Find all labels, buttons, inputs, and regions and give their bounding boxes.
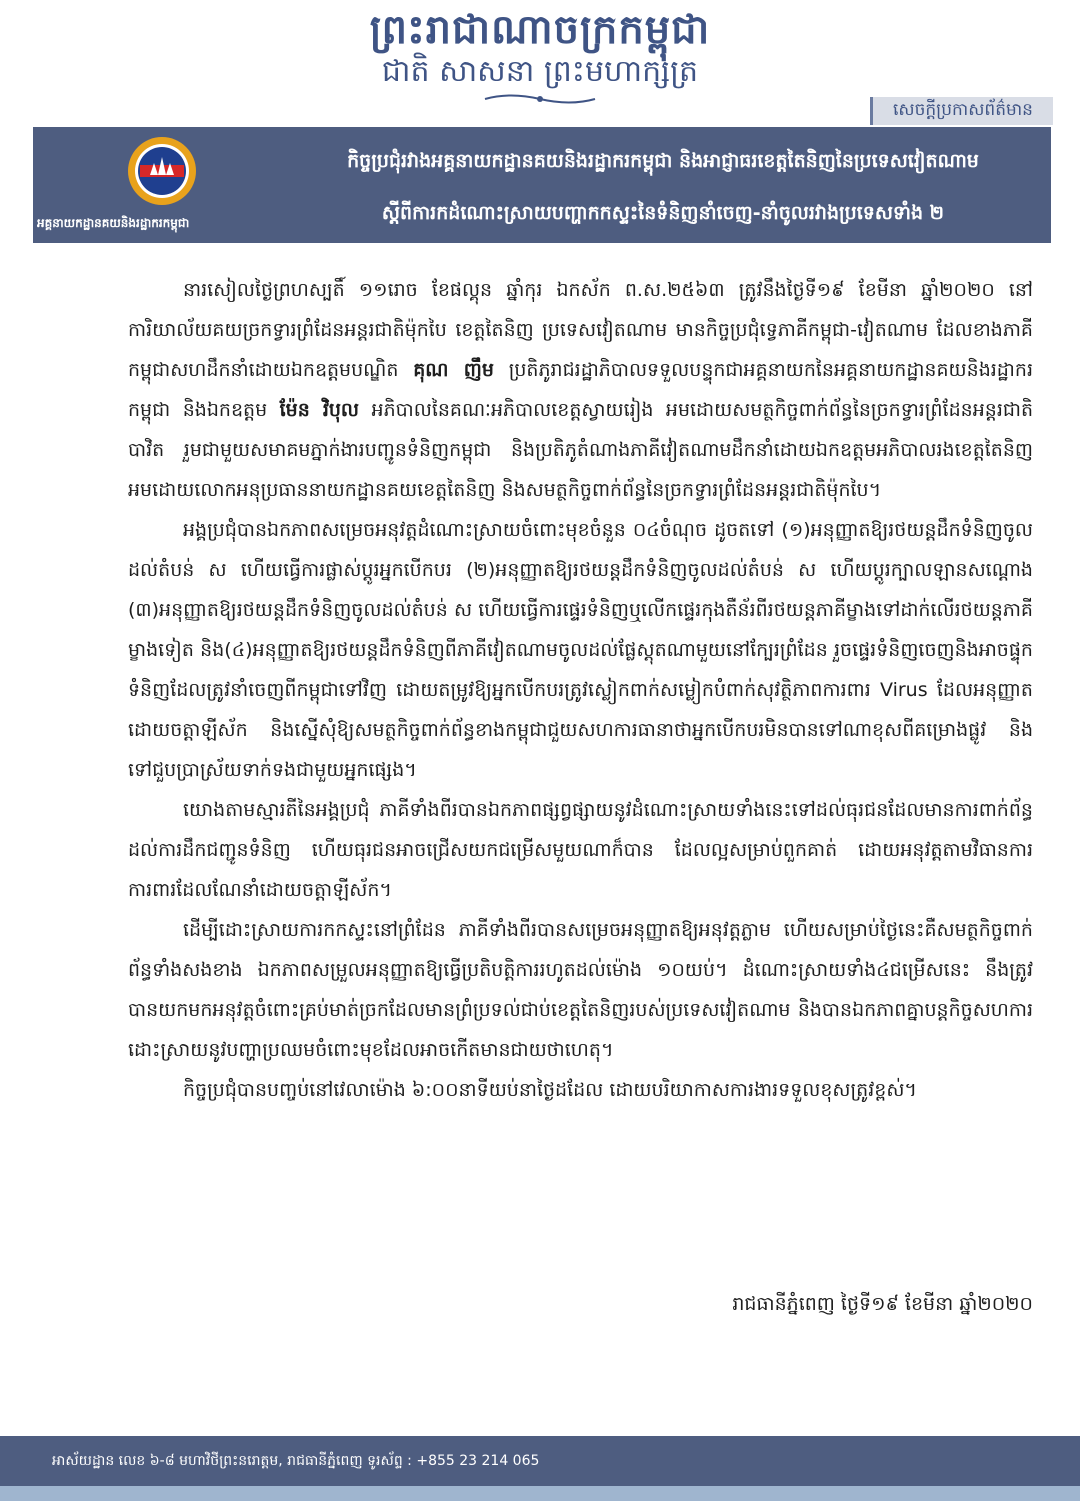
paragraph-3: យោងតាមស្មារតីនៃអង្គប្រជុំ ភាគីទាំងពីរបានឯកភាពផ្សព្វផ្សាយនូវដំណោះស្រាយទាំងនេះទៅដល់ធុរជនដែលមានការពាក់ព័ន្ធដល់ការដឹកជញ្ជូនទំនិញ ហើយធុរជនអាចជ្រើសយកជម្រើសមួយណាក៏បាន ដែលល្អសម្រាប់ពួកគាត់ ដោយអនុវត្តតាមវិធានការការពារដែលណែនាំដោយចត្តាឡីស័ក។ <box>128 799 1033 901</box>
official-name-1: គុណ ញឹម <box>413 359 494 381</box>
logo-caption: អគ្គនាយកដ្ឋានគយនិងរដ្ឋាករកម្ពុជា <box>37 216 190 230</box>
banner-title-line1: កិច្ចប្រជុំរវាងអគ្គនាយកដ្ឋានគយនិងរដ្ឋាករកម្ពុជា និងអាជ្ញាធរខេត្តតៃនិញនៃប្រទេសវៀតណាម <box>347 150 979 172</box>
official-name-2: ម៉ែន វិបុល <box>279 399 360 421</box>
paragraph-4: ដើម្បីដោះស្រាយការកកស្ទះនៅព្រំដែន ភាគីទាំងពីរបានសម្រេចអនុញ្ញាតឱ្យអនុវត្តភ្លាម ហើយសម្រាប់ថ្ងៃនេះគឺសមត្ថកិច្ចពាក់ព័ន្ធទាំងសងខាង ឯកភាពសម្រួលអនុញ្ញាតឱ្យធ្វើប្រតិបត្តិការរហូតដល់ម៉ោង ១០យប់។ ដំណោះស្រាយទាំង៤ជម្រើសនេះ នឹងត្រូវបានយកមកអនុវត្តចំពោះគ្រប់មាត់ច្រកដែលមានព្រំប្រទល់ជាប់ខេត្តតៃនិញរបស់ប្រទេសវៀតណាម និងបានឯកភាពគ្នាបន្តកិច្ចសហការដោះស្រាយនូវបញ្ហាប្រឈមចំពោះមុខដែលអាចកើតមានជាយថាហេតុ។ <box>128 919 1033 1061</box>
paragraph-2: អង្គប្រជុំបានឯកភាពសម្រេចអនុវត្តដំណោះស្រាយចំពោះមុខចំនួន ០៤ចំណុច ដូចតទៅ (១)អនុញ្ញាតឱ្យរថយន្តដឹកទំនិញចូលដល់តំបន់ ស ហើយធ្វើការផ្លាស់ប្តូរអ្នកបើកបរ (២)អនុញ្ញាតឱ្យរថយន្តដឹកទំនិញចូលដល់តំបន់ ស ហើយប្តូរក្បាលឡានសណ្តោង (៣)អនុញ្ញាតឱ្យរថយន្តដឹកទំនិញចូលដល់តំបន់ ស ហើយធ្វើការផ្ទេរទំនិញឬលើកផ្ទេរកុងតឺន័រពីរថយន្តភាគីម្ខាងទៅដាក់លើរថយន្តភាគីម្ខាងទៀត និង(៤)អនុញ្ញាតឱ្យរថយន្តដឹកទំនិញពីភាគីវៀតណាមចូលដល់ផ្លែស្តុតណាមួយនៅក្បែរព្រំដែន រួចផ្ទេរទំនិញចេញនិងអាចផ្ទុកទំនិញដែលត្រូវនាំចេញពីកម្ពុជាទៅវិញ ដោយតម្រូវឱ្យអ្នកបើកបរត្រូវស្លៀកពាក់សម្លៀកបំពាក់សុវត្ថិភាពការពារ Virus ដែលអនុញ្ញាតដោយចត្តាឡីស័ក និងស្នើសុំឱ្យសមត្ថកិច្ចពាក់ព័ន្ធខាងកម្ពុជាជួយសហការធានាថាអ្នកបើកបរមិនបានទៅណាខុសពីគម្រោងផ្លូវ និងទៅជួបប្រាស្រ័យទាក់ទងជាមួយអ្នកផ្សេង។ <box>128 519 1033 781</box>
kingdom-title: ព្រះរាជាណាចក្រកម្ពុជា <box>369 6 711 53</box>
paragraph-5: កិច្ចប្រជុំបានបញ្ចប់នៅវេលាម៉ោង ៦:០០នាទីយប់នាថ្ងៃដដែល ដោយបរិយាកាសការងារទទួលខុសត្រូវខ្ពស់។ <box>183 1079 917 1101</box>
header-banner <box>33 127 1051 243</box>
gdce-logo-icon <box>126 135 198 207</box>
footer-address: អាស័យដ្ឋាន លេខ ៦-៨ មហាវិថីព្រះនរោត្តម, រាជធានីភ្នំពេញ ទូរស័ព្ទ : +855 23 214 065 <box>52 1453 540 1469</box>
ornament-divider-icon <box>480 92 600 106</box>
national-motto: ជាតិ សាសនា ព្រះមហាក្សត្រ <box>381 54 699 89</box>
footer-bar <box>0 1436 1080 1486</box>
place-date-signoff: រាជធានីភ្នំពេញ ថ្ងៃទី១៩ ខែមីនា ឆ្នាំ២០២០ <box>732 1293 1033 1315</box>
p1-text-a: នារសៀលថ្ងៃព្រហស្បតិ៍ ១១រោច ខែផល្គុន ឆ្នាំកុរ ឯកស័ក ព.ស.២៥៦៣ ត្រូវនឹងថ្ងៃទី១៩ ខែមីនា ឆ្នាំ២០២០ នៅការិយាល័យគយច្រកទ្វារព្រំដែនអន្តរជាតិម៉ុកបៃ ខេត្តតៃនិញ ប្រទេសវៀតណាម មានកិច្ចប្រជុំទ្វេភាគីកម្ពុជា-វៀតណាម ដែលខាងភាគីកម្ពុជាសហដឹកនាំដោយឯកឧត្តមបណ្ឌិត <box>128 279 1033 381</box>
p1-text-b: ប្រតិភូរាជរដ្ឋាភិបាលទទួលបន្ទុកជាអគ្គនាយកនៃអគ្គនាយកដ្ឋានគយនិងរដ្ឋាករកម្ពុជា និងឯកឧត្តម <box>128 359 1033 421</box>
banner-title-line2: ស្តីពីការកដំណោះស្រាយបញ្ហាកកស្ទះនៃទំនិញនាំចេញ-នាំចូលរវាងប្រទេសទាំង ២ <box>381 202 945 224</box>
p1-text-c: អភិបាលនៃគណៈអភិបាលខេត្តស្វាយរៀង អមដោយសមត្ថកិច្ចពាក់ព័ន្ធនៃច្រកទ្វារព្រំដែនអន្តរជាតិបាវិត រួមជាមួយសមាគមភ្នាក់ងារបញ្ជូនទំនិញកម្ពុជា និងប្រតិភូតំណាងភាគីវៀតណាមដឹកនាំដោយឯកឧត្តមអភិបាលរងខេត្តតៃនិញ អមដោយលោកអនុប្រធាននាយកដ្ឋានគយខេត្តតៃនិញ និងសមត្ថកិច្ចពាក់ព័ន្ធនៃច្រកទ្វារព្រំដែនអន្តរជាតិម៉ុកបៃ។ <box>128 399 1034 501</box>
article-body <box>128 270 1033 1110</box>
paragraph-1 <box>128 270 1033 510</box>
footer-strip <box>0 1486 1080 1501</box>
press-release-tag: សេចក្តីប្រកាសព័ត៌មាន <box>870 97 1053 125</box>
